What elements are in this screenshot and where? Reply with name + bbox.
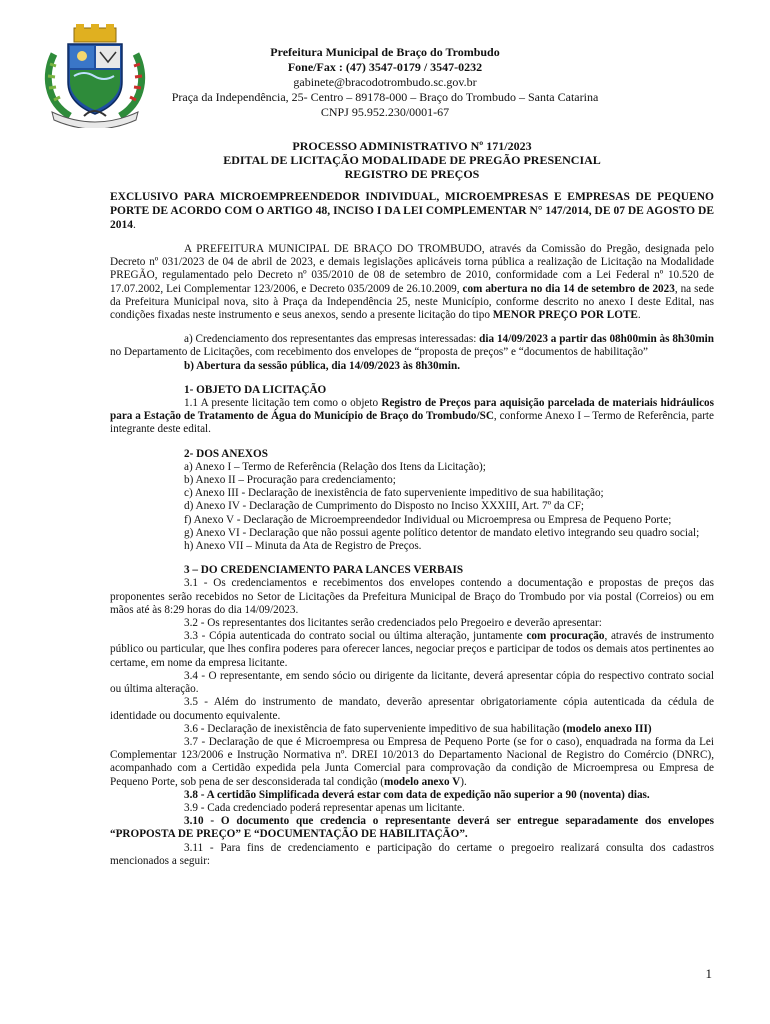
annex-item: h) Anexo VII – Minuta da Ata de Registro de Preços. (184, 540, 422, 553)
exclusive-notice: EXCLUSIVO PARA MICROEMPREENDEDOR INDIVIDUAL, MICROEMPRESAS E EMPRESAS DE PEQUENO PORTE DE ACORDO COM O ARTIGO 48, INCISO I DA LEI COMPLEMENTAR N° 147/2014, DE 07 DE AGOSTO DE 2014. (110, 191, 714, 231)
document-body (110, 190, 714, 868)
credenciamento-item-a: a) Credenciamento dos representantes das empresas interessadas: dia 14/09/2023 a partir das 08h00min às 8h30min no Departamento de Licitações, com recebimento dos envelopes de “proposta de preços” e “documentos de habilitação” (110, 333, 714, 359)
section-1-text: 1.1 A presente licitação tem como o objeto Registro de Preços para aquisição parcelada de materiais hidráulicos para a Estação de Tratamento de Água do Município de Braço do Trombudo/SC, conforme Anexo I – Termo de Referência, parte integrante deste edital. (110, 397, 714, 436)
org-email: gabinete@bracodotrombudo.sc.gov.br (293, 75, 477, 89)
org-cnpj: CNPJ 95.952.230/0001-67 (320, 105, 450, 119)
clause-3-4: 3.4 - O representante, em sendo sócio ou dirigente da licitante, deverá apresentar cópia do respectivo contrato social ou última alteração. (110, 669, 714, 696)
annex-item: b) Anexo II – Procuração para credenciamento; (184, 474, 396, 487)
clause-3-6: 3.6 - Declaração de inexistência de fato superveniente impeditivo de sua habilitação (modelo anexo III) (184, 722, 652, 735)
document-titles (110, 139, 714, 181)
clause-3-2: 3.2 - Os representantes dos licitantes serão credenciados pelo Pregoeiro e deverão apresentar: (184, 617, 602, 630)
letterhead (150, 45, 620, 120)
clause-3-9: 3.9 - Cada credenciado poderá representar apenas um licitante. (184, 801, 465, 814)
process-title: PROCESSO ADMINISTRATIVO Nº 171/2023 (292, 139, 532, 153)
clause-3-8: 3.8 - A certidão Simplificada deverá estar com data de expedição não superior a 90 (noventa) dias. (184, 788, 650, 801)
annex-item: c) Anexo III - Declaração de inexistência de fato superveniente impeditivo de sua habilitação; (184, 487, 604, 500)
registro-title: REGISTRO DE PREÇOS (344, 167, 480, 181)
clause-3-3: 3.3 - Cópia autenticada do contrato social ou última alteração, juntamente com procuração, através de instrumento público ou particular, que lhes confira poderes para oferecer lances, negociar preços e participar de todos os demais atos pertinentes ao certame, em nome da empresa licitante. (110, 630, 715, 669)
section-3-title: 3 – DO CREDENCIAMENTO PARA LANCES VERBAIS (184, 564, 464, 577)
annex-item: f) Anexo V - Declaração de Microempreendedor Individual ou Microempresa ou Empresa de Pequeno Porte; (184, 513, 672, 526)
municipal-coat-of-arms (40, 24, 150, 128)
edital-title: EDITAL DE LICITAÇÃO MODALIDADE DE PREGÃO PRESENCIAL (223, 153, 601, 167)
annex-item: d) Anexo IV - Declaração de Cumprimento do Disposto no Inciso XXXIII, Art. 7º da CF; (184, 500, 585, 513)
org-address: Praça da Independência, 25- Centro – 89178-000 – Braço do Trombudo – Santa Catarina (171, 90, 599, 104)
annex-item: g) Anexo VI - Declaração que não possui agente político detentor de mandato eletivo integrando seu quadro social; (184, 526, 700, 539)
credenciamento-item-b: b) Abertura da sessão pública, dia 14/09/2023 às 8h30min. (184, 359, 460, 372)
clause-3-10: 3.10 - O documento que credencia o representante deverá ser entregue separadamente dos envelopes “PROPOSTA DE PREÇO” E “DOCUMENTAÇÃO DE HABILITAÇÃO”. (110, 815, 714, 841)
page-number: 1 (705, 966, 712, 981)
section-1-title: 1- OBJETO DA LICITAÇÃO (184, 383, 327, 396)
org-phone: Fone/Fax : (47) 3547-0179 / 3547-0232 (287, 60, 483, 74)
clause-3-5: 3.5 - Além do instrumento de mandato, deverão apresentar obrigatoriamente cópia autenticada da cédula de identidade ou documento equivalente. (110, 696, 714, 722)
clause-3-11: 3.11 - Para fins de credenciamento e participação do certame o pregoeiro realizará consulta dos cadastros mencionados a seguir: (110, 841, 714, 867)
intro-paragraph: A PREFEITURA MUNICIPAL DE BRAÇO DO TROMBUDO, através da Comissão do Pregão, designada pelo Decreto nº 031/2023 de 04 de abril de 2023, e demais legislações aplicáveis torna pública a realização de Licitação na Modalidade PREGÃO, regulamentado pelo Decreto nº 035/2010 de 08 de setembro de 2010, conformidade com a Lei Federal nº 10.520 de 17.07.2002, Lei Complementar 123/2006, e Decreto 035/2009 de 26.10.2009, com abertura no dia 14 de setembro de 2023, na sede da Prefeitura Municipal nova, sito à Praça da Independência 25, neste Município, conforme descrito no anexo I deste Edital, nas condições fixadas neste instrumento e seus anexos, sendo a presente licitação do tipo MENOR PREÇO POR LOTE. (110, 243, 714, 322)
annex-item: a) Anexo I – Termo de Referência (Relação dos Itens da Licitação); (184, 460, 486, 473)
section-2-title: 2- DOS ANEXOS (184, 447, 268, 460)
clause-3-7: 3.7 - Declaração de que é Microempresa ou Empresa de Pequeno Porte (se for o caso), enquadrada na forma da Lei Complementar 123/2006 e Instrução Normativa nº. DREI 10/2013 do Departamento Nacional de Registro do Comércio (DNRC), acompanhado com a Certidão expedida pela Junta Comercial para comprovação da condição de Microempresa ou Empresa de Pequeno Porte, sob pena de ser desconsiderada tal condição (modelo anexo V). (110, 735, 714, 788)
clause-3-1: 3.1 - Os credenciamentos e recebimentos dos envelopes contendo a documentação e propostas de preços das proponentes serão recebidos no Setor de Licitações da Prefeitura Municipal de Braço do Trombudo por via postal (Correios) ou em mãos até às 8:29 horas do dia 14/09/2023. (110, 577, 714, 616)
org-name: Prefeitura Municipal de Braço do Trombudo (270, 45, 500, 59)
